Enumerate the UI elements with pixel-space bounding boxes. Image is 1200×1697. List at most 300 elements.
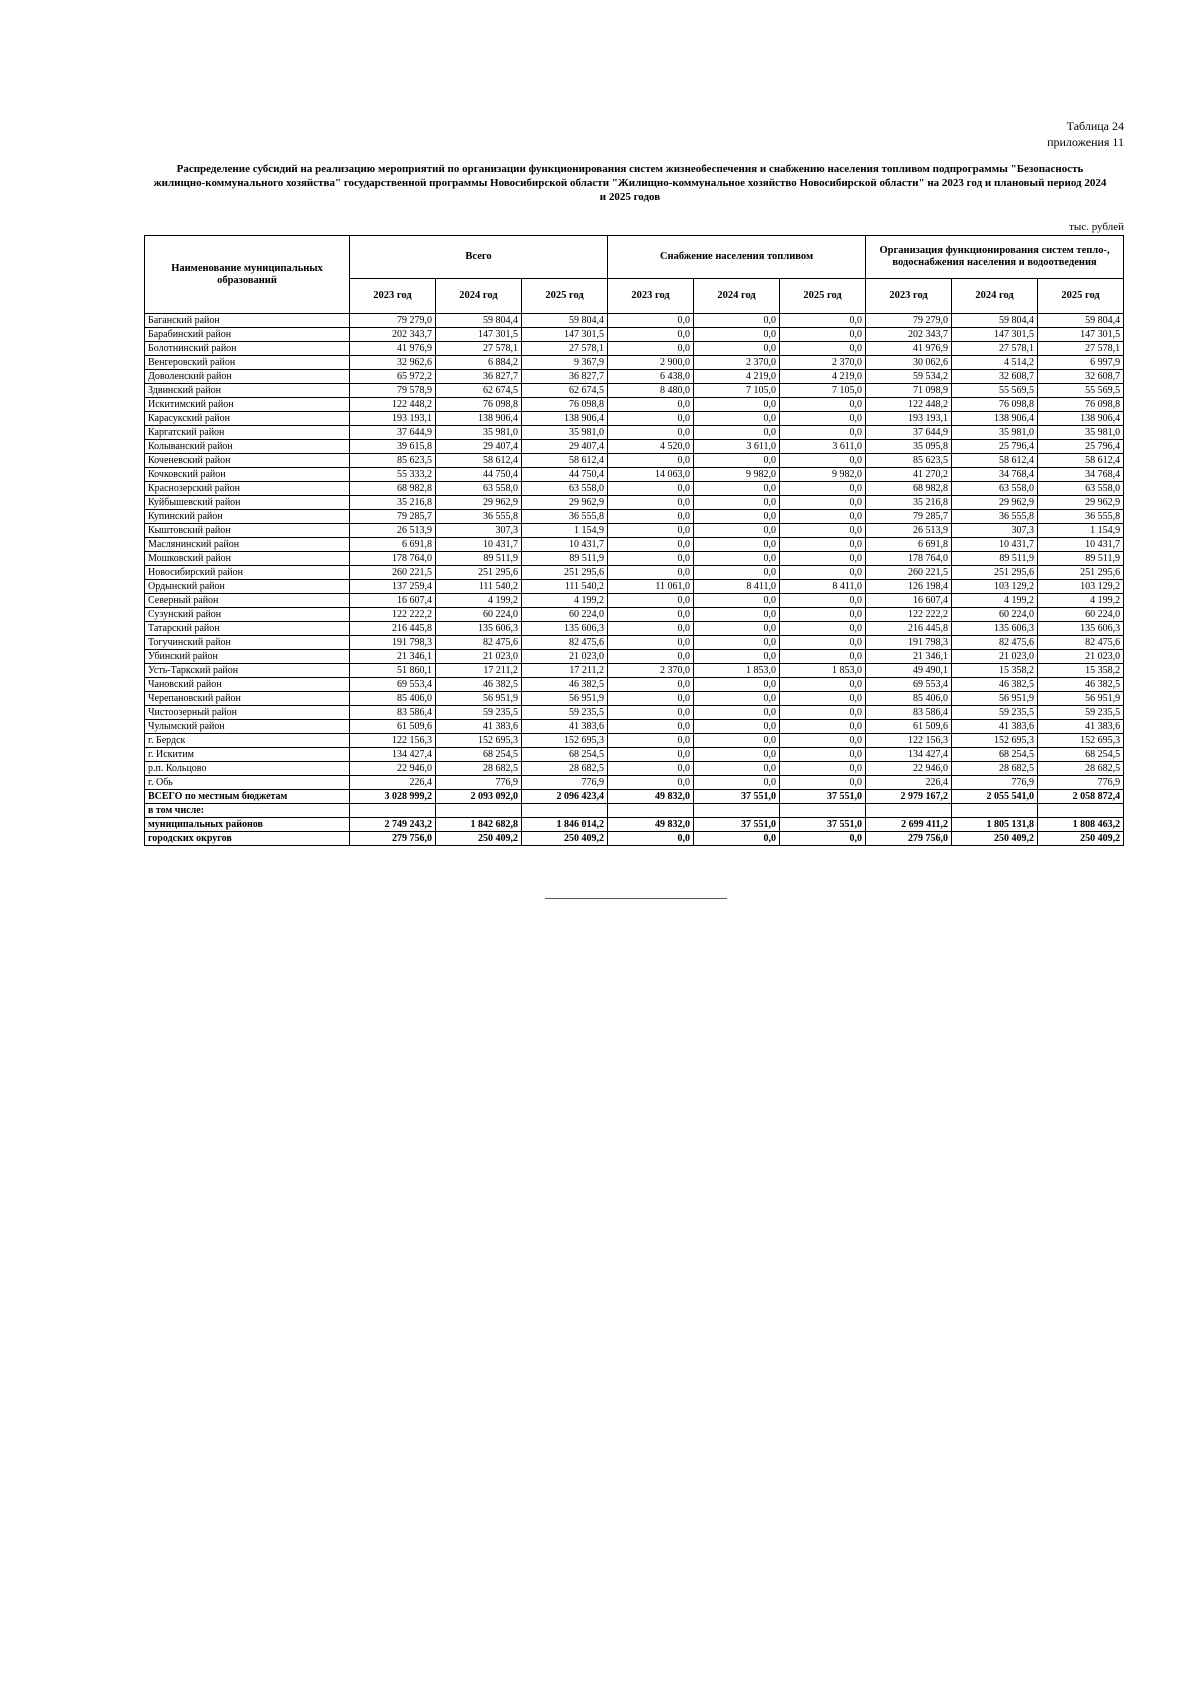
value-cell: 0,0 [694,454,780,468]
value-cell: 135 606,3 [436,622,522,636]
value-cell: 21 346,1 [866,650,952,664]
value-cell [780,804,866,818]
value-cell: 37 551,0 [780,790,866,804]
value-cell: 0,0 [608,314,694,328]
value-cell: 2 900,0 [608,356,694,370]
value-cell: 0,0 [780,482,866,496]
value-cell: 79 285,7 [350,510,436,524]
value-cell: 1 853,0 [780,664,866,678]
value-cell: 191 798,3 [866,636,952,650]
table-row [145,412,1124,426]
value-cell: 11 061,0 [608,580,694,594]
value-cell: 65 972,2 [350,370,436,384]
value-cell: 3 611,0 [694,440,780,454]
value-cell: 36 555,8 [522,510,608,524]
value-cell: 134 427,4 [866,748,952,762]
value-cell: 4 199,2 [1038,594,1124,608]
table-row [145,776,1124,790]
value-cell [1038,804,1124,818]
value-cell: 0,0 [694,706,780,720]
value-cell: 0,0 [694,594,780,608]
header-year: 2024 год [436,279,522,314]
value-cell: 279 756,0 [866,832,952,846]
value-cell: 202 343,7 [350,328,436,342]
value-cell: 27 578,1 [1038,342,1124,356]
value-cell: 0,0 [780,412,866,426]
value-cell: 0,0 [780,566,866,580]
value-cell: 89 511,9 [522,552,608,566]
value-cell: 0,0 [608,622,694,636]
value-cell: 191 798,3 [350,636,436,650]
value-cell: 85 623,5 [866,454,952,468]
value-cell: 9 367,9 [522,356,608,370]
subsidy-table [144,235,1124,846]
value-cell: 46 382,5 [436,678,522,692]
value-cell: 2 749 243,2 [350,818,436,832]
value-cell: 1 846 014,2 [522,818,608,832]
value-cell: 59 804,4 [436,314,522,328]
value-cell: 122 222,2 [350,608,436,622]
value-cell: 0,0 [694,692,780,706]
value-cell: 35 216,8 [350,496,436,510]
value-cell: 1 808 463,2 [1038,818,1124,832]
value-cell: 37 644,9 [350,426,436,440]
value-cell: 0,0 [780,426,866,440]
value-cell: 135 606,3 [1038,622,1124,636]
value-cell: 4 514,2 [952,356,1038,370]
value-cell: 37 551,0 [694,818,780,832]
header-name: Наименование муниципальных образований [145,236,350,314]
value-cell: 22 946,0 [350,762,436,776]
value-cell: 251 295,6 [522,566,608,580]
value-cell: 0,0 [608,538,694,552]
value-cell: 251 295,6 [1038,566,1124,580]
value-cell: 35 095,8 [866,440,952,454]
value-cell: 307,3 [952,524,1038,538]
table-row [145,328,1124,342]
value-cell: 250 409,2 [522,832,608,846]
value-cell: 1 853,0 [694,664,780,678]
value-cell: 226,4 [866,776,952,790]
table-row [145,762,1124,776]
table-row [145,566,1124,580]
value-cell: 4 520,0 [608,440,694,454]
value-cell: 82 475,6 [1038,636,1124,650]
value-cell: 138 906,4 [436,412,522,426]
value-cell: 226,4 [350,776,436,790]
value-cell: 0,0 [694,720,780,734]
value-cell: 0,0 [780,734,866,748]
value-cell: 56 951,9 [436,692,522,706]
value-cell: 0,0 [694,622,780,636]
value-cell: 137 259,4 [350,580,436,594]
table-row [145,734,1124,748]
value-cell: 0,0 [694,538,780,552]
value-cell: 37 551,0 [694,790,780,804]
value-cell: 0,0 [780,706,866,720]
municipality-name: Карасукский район [145,412,350,426]
table-row [145,636,1124,650]
value-cell: 59 804,4 [952,314,1038,328]
value-cell: 59 235,5 [522,706,608,720]
municipality-name: Купинский район [145,510,350,524]
value-cell: 0,0 [694,482,780,496]
value-cell: 68 254,5 [1038,748,1124,762]
value-cell: 10 431,7 [522,538,608,552]
value-cell: 8 411,0 [780,580,866,594]
value-cell: 10 431,7 [436,538,522,552]
value-cell: 111 540,2 [436,580,522,594]
municipality-name: муниципальных районов [145,818,350,832]
value-cell: 28 682,5 [1038,762,1124,776]
appendix-number: приложения 11 [1047,135,1124,149]
value-cell: 63 558,0 [1038,482,1124,496]
municipality-name: Сузунский район [145,608,350,622]
value-cell: 0,0 [608,594,694,608]
value-cell: 51 860,1 [350,664,436,678]
value-cell: 138 906,4 [1038,412,1124,426]
municipality-name: Здвинский район [145,384,350,398]
value-cell: 32 962,6 [350,356,436,370]
bottom-divider [545,898,727,899]
value-cell: 25 796,4 [952,440,1038,454]
value-cell: 85 406,0 [866,692,952,706]
value-cell: 1 805 131,8 [952,818,1038,832]
table-row [145,706,1124,720]
value-cell: 63 558,0 [952,482,1038,496]
value-cell: 0,0 [694,426,780,440]
value-cell: 147 301,5 [436,328,522,342]
value-cell: 58 612,4 [1038,454,1124,468]
table-body [145,314,1124,846]
header-year: 2023 год [350,279,436,314]
value-cell: 36 827,7 [436,370,522,384]
value-cell: 21 023,0 [436,650,522,664]
value-cell: 36 555,8 [436,510,522,524]
municipality-name: Доволенский район [145,370,350,384]
value-cell: 776,9 [1038,776,1124,790]
value-cell: 76 098,8 [436,398,522,412]
value-cell: 0,0 [780,720,866,734]
municipality-name: Чулымский район [145,720,350,734]
value-cell: 44 750,4 [436,468,522,482]
value-cell: 58 612,4 [436,454,522,468]
municipality-name: Баганский район [145,314,350,328]
value-cell: 79 578,9 [350,384,436,398]
table-row [145,314,1124,328]
value-cell: 152 695,3 [1038,734,1124,748]
value-cell: 36 555,8 [1038,510,1124,524]
municipality-name: Барабинский район [145,328,350,342]
value-cell: 56 951,9 [952,692,1038,706]
value-cell: 29 962,9 [1038,496,1124,510]
municipality-name: Убинский район [145,650,350,664]
value-cell: 776,9 [436,776,522,790]
value-cell: 17 211,2 [522,664,608,678]
table-number: Таблица 24 [1066,119,1124,133]
value-cell: 41 270,2 [866,468,952,482]
value-cell [608,804,694,818]
value-cell: 0,0 [780,692,866,706]
value-cell: 15 358,2 [952,664,1038,678]
value-cell: 0,0 [608,566,694,580]
value-cell: 152 695,3 [522,734,608,748]
value-cell: 89 511,9 [952,552,1038,566]
value-cell: 216 445,8 [350,622,436,636]
value-cell: 260 221,5 [350,566,436,580]
value-cell: 55 569,5 [1038,384,1124,398]
municipality-name: Куйбышевский район [145,496,350,510]
value-cell: 83 586,4 [350,706,436,720]
table-row [145,356,1124,370]
value-cell: 35 981,0 [952,426,1038,440]
value-cell: 41 383,6 [1038,720,1124,734]
value-cell: 63 558,0 [436,482,522,496]
value-cell: 44 750,4 [522,468,608,482]
value-cell: 28 682,5 [952,762,1038,776]
municipality-name: Чистоозерный район [145,706,350,720]
document-title: Распределение субсидий на реализацию мероприятий по организации функционирования систем жизнеобеспечения и снабжению населения топливом подпрограммы "Безопасность жилищно-коммунального хозяйства" государственной программы Новосибирской области "Жилищно-коммунальное хозяйство Новосибирской области" на 2023 год и плановый период 2024 и 2025 годов [153,163,1107,203]
units-label: тыс. рублей [1069,221,1124,233]
value-cell: 0,0 [608,762,694,776]
value-cell: 17 211,2 [436,664,522,678]
value-cell: 126 198,4 [866,580,952,594]
value-cell: 135 606,3 [522,622,608,636]
value-cell: 1 154,9 [522,524,608,538]
value-cell: 0,0 [608,734,694,748]
value-cell: 27 578,1 [522,342,608,356]
value-cell: 8 480,0 [608,384,694,398]
value-cell: 0,0 [694,524,780,538]
municipality-name: Краснозерский район [145,482,350,496]
value-cell: 82 475,6 [952,636,1038,650]
municipality-name: Каргатский район [145,426,350,440]
value-cell: 8 411,0 [694,580,780,594]
value-cell: 69 553,4 [350,678,436,692]
value-cell: 35 981,0 [1038,426,1124,440]
value-cell: 89 511,9 [436,552,522,566]
table-row [145,552,1124,566]
table-row [145,496,1124,510]
table-row [145,440,1124,454]
value-cell: 152 695,3 [952,734,1038,748]
value-cell: 0,0 [780,622,866,636]
value-cell: 41 383,6 [522,720,608,734]
total-row [145,832,1124,846]
value-cell: 21 023,0 [522,650,608,664]
header-year: 2023 год [866,279,952,314]
value-cell: 0,0 [780,650,866,664]
header-total: Всего [350,236,608,279]
value-cell: 2 979 167,2 [866,790,952,804]
value-cell: 62 674,5 [522,384,608,398]
value-cell: 46 382,5 [522,678,608,692]
value-cell: 0,0 [694,328,780,342]
value-cell: 25 796,4 [1038,440,1124,454]
value-cell: 0,0 [780,608,866,622]
municipality-name: Мошковский район [145,552,350,566]
value-cell: 138 906,4 [952,412,1038,426]
header-year: 2024 год [694,279,780,314]
value-cell: 122 448,2 [866,398,952,412]
value-cell: 0,0 [608,482,694,496]
value-cell: 68 982,8 [350,482,436,496]
value-cell: 6 884,2 [436,356,522,370]
value-cell: 0,0 [780,496,866,510]
value-cell: 0,0 [608,636,694,650]
value-cell: 307,3 [436,524,522,538]
value-cell: 60 224,0 [522,608,608,622]
table-row [145,524,1124,538]
municipality-name: Колыванский район [145,440,350,454]
value-cell [952,804,1038,818]
municipality-name: Чановский район [145,678,350,692]
value-cell: 6 691,8 [866,538,952,552]
value-cell: 0,0 [780,552,866,566]
value-cell: 0,0 [694,342,780,356]
municipality-name: Маслянинский район [145,538,350,552]
value-cell: 28 682,5 [522,762,608,776]
value-cell: 55 569,5 [952,384,1038,398]
header-utilities: Организация функционирования систем тепло-, водоснабжения населения и водоотведения [866,236,1124,279]
value-cell: 0,0 [608,510,694,524]
municipality-name: ВСЕГО по местным бюджетам [145,790,350,804]
table-row [145,398,1124,412]
value-cell [436,804,522,818]
value-cell: 4 219,0 [694,370,780,384]
value-cell: 216 445,8 [866,622,952,636]
table-row [145,510,1124,524]
value-cell: 34 768,4 [952,468,1038,482]
value-cell: 59 235,5 [436,706,522,720]
value-cell: 103 129,2 [1038,580,1124,594]
value-cell: 41 976,9 [866,342,952,356]
header-year: 2025 год [780,279,866,314]
municipality-name: Кочковский район [145,468,350,482]
value-cell: 60 224,0 [436,608,522,622]
value-cell: 69 553,4 [866,678,952,692]
value-cell: 147 301,5 [522,328,608,342]
value-cell: 202 343,7 [866,328,952,342]
value-cell: 60 224,0 [952,608,1038,622]
value-cell: 27 578,1 [952,342,1038,356]
value-cell: 0,0 [694,608,780,622]
value-cell: 0,0 [694,496,780,510]
value-cell: 122 156,3 [350,734,436,748]
value-cell: 30 062,6 [866,356,952,370]
value-cell: 0,0 [608,678,694,692]
municipality-name: Искитимский район [145,398,350,412]
value-cell: 0,0 [780,594,866,608]
value-cell: 62 674,5 [436,384,522,398]
value-cell: 2 055 541,0 [952,790,1038,804]
value-cell: 76 098,8 [952,398,1038,412]
value-cell: 59 235,5 [952,706,1038,720]
table-header [145,236,1124,314]
table-row [145,538,1124,552]
value-cell: 36 555,8 [952,510,1038,524]
value-cell: 63 558,0 [522,482,608,496]
value-cell: 0,0 [694,762,780,776]
value-cell: 0,0 [694,398,780,412]
total-row [145,818,1124,832]
value-cell: 46 382,5 [952,678,1038,692]
value-cell: 16 607,4 [866,594,952,608]
value-cell: 2 370,0 [608,664,694,678]
value-cell: 59 235,5 [1038,706,1124,720]
municipality-name: Венгеровский район [145,356,350,370]
value-cell: 2 058 872,4 [1038,790,1124,804]
value-cell: 35 981,0 [436,426,522,440]
value-cell: 122 222,2 [866,608,952,622]
value-cell: 89 511,9 [1038,552,1124,566]
value-cell: 2 370,0 [780,356,866,370]
table-row [145,608,1124,622]
value-cell: 9 982,0 [780,468,866,482]
municipality-name: городских округов [145,832,350,846]
total-row [145,790,1124,804]
municipality-name: Ордынский район [145,580,350,594]
value-cell: 0,0 [608,692,694,706]
value-cell: 152 695,3 [436,734,522,748]
value-cell: 3 611,0 [780,440,866,454]
value-cell: 0,0 [694,566,780,580]
table-row [145,468,1124,482]
value-cell [866,804,952,818]
value-cell: 79 285,7 [866,510,952,524]
value-cell: 32 608,7 [1038,370,1124,384]
value-cell: 34 768,4 [1038,468,1124,482]
municipality-name: Черепановский район [145,692,350,706]
value-cell: 122 156,3 [866,734,952,748]
value-cell: 0,0 [694,776,780,790]
value-cell: 0,0 [694,678,780,692]
value-cell: 0,0 [780,832,866,846]
value-cell: 29 962,9 [952,496,1038,510]
municipality-name: Коченевский район [145,454,350,468]
value-cell: 21 023,0 [952,650,1038,664]
value-cell: 0,0 [780,762,866,776]
value-cell [694,804,780,818]
value-cell: 28 682,5 [436,762,522,776]
header-year: 2023 год [608,279,694,314]
value-cell: 0,0 [608,524,694,538]
municipality-name: г. Бердск [145,734,350,748]
value-cell: 76 098,8 [522,398,608,412]
value-cell: 111 540,2 [522,580,608,594]
value-cell: 193 193,1 [866,412,952,426]
value-cell: 27 578,1 [436,342,522,356]
value-cell: 35 981,0 [522,426,608,440]
value-cell: 76 098,8 [1038,398,1124,412]
value-cell: 251 295,6 [436,566,522,580]
table-row [145,342,1124,356]
value-cell: 776,9 [522,776,608,790]
value-cell: 2 093 092,0 [436,790,522,804]
value-cell: 37 551,0 [780,818,866,832]
value-cell: 3 028 999,2 [350,790,436,804]
value-cell: 250 409,2 [436,832,522,846]
value-cell: 15 358,2 [1038,664,1124,678]
value-cell: 250 409,2 [1038,832,1124,846]
value-cell: 0,0 [780,314,866,328]
municipality-name: Тогучинский район [145,636,350,650]
value-cell: 32 608,7 [952,370,1038,384]
value-cell: 49 832,0 [608,790,694,804]
value-cell: 59 804,4 [522,314,608,328]
value-cell: 0,0 [608,454,694,468]
value-cell: 0,0 [780,524,866,538]
